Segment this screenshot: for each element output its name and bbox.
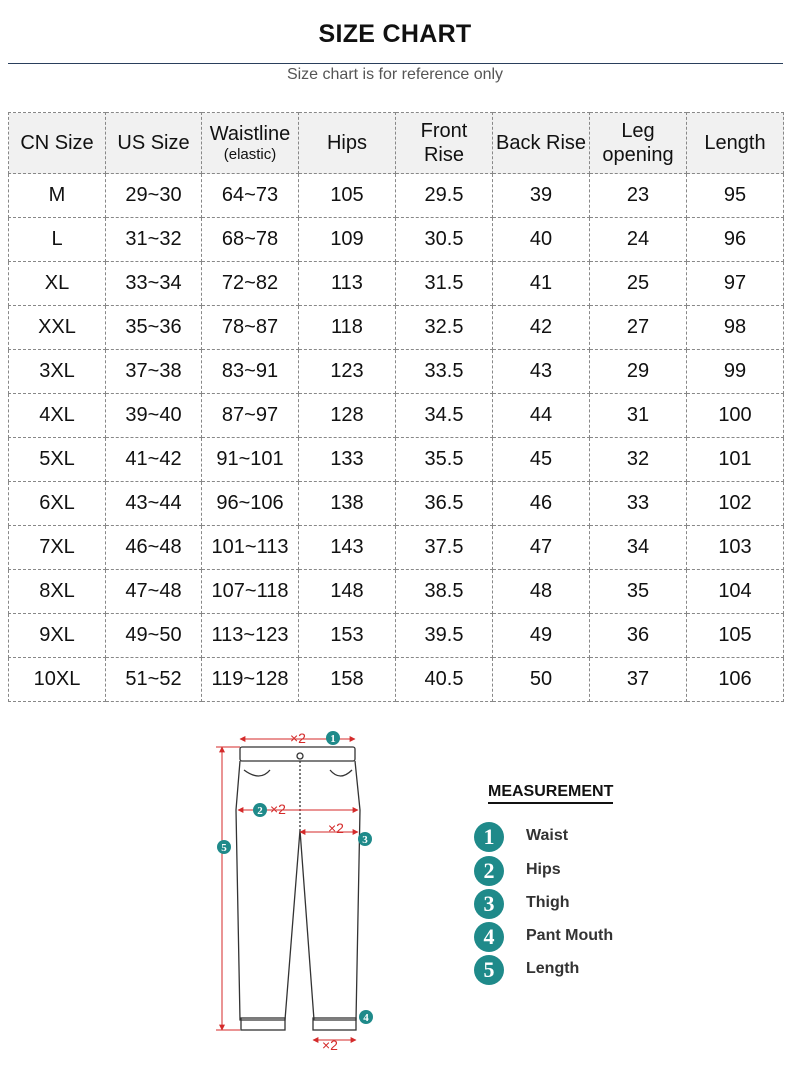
table-cell: 29 bbox=[590, 350, 687, 394]
table-row bbox=[9, 482, 784, 526]
table-cell: 38.5 bbox=[396, 570, 493, 614]
legend-label: Waist bbox=[526, 827, 569, 844]
pants-diagram bbox=[200, 720, 390, 1060]
table-cell: 78~87 bbox=[202, 306, 299, 350]
thigh-multiplier: ×2 bbox=[328, 820, 344, 836]
table-cell: 35~36 bbox=[106, 306, 202, 350]
column-header-sublabel: Rise bbox=[423, 144, 464, 166]
hips-multiplier: ×2 bbox=[270, 801, 286, 817]
column-header-label: US Size bbox=[117, 132, 190, 154]
table-cell: 47 bbox=[493, 526, 590, 570]
table-cell: 103 bbox=[687, 526, 784, 570]
table-cell: 49~50 bbox=[106, 614, 202, 658]
legend-number: 2 bbox=[474, 856, 504, 886]
table-cell: 46 bbox=[493, 482, 590, 526]
table-cell: 91~101 bbox=[202, 438, 299, 482]
table-cell: 39.5 bbox=[396, 614, 493, 658]
table-cell: 148 bbox=[299, 570, 396, 614]
table-cell: 72~82 bbox=[202, 262, 299, 306]
column-header-label: Hips bbox=[326, 132, 367, 154]
table-cell: 4XL bbox=[9, 394, 106, 438]
table-cell: 27 bbox=[590, 306, 687, 350]
pant-mouth-multiplier: ×2 bbox=[322, 1037, 338, 1053]
column-header bbox=[9, 113, 106, 174]
table-cell: 109 bbox=[299, 218, 396, 262]
column-header bbox=[493, 113, 590, 174]
table-cell: 101 bbox=[687, 438, 784, 482]
legend-item-length bbox=[474, 955, 674, 985]
table-cell: 104 bbox=[687, 570, 784, 614]
column-header bbox=[299, 113, 396, 174]
table-cell: 105 bbox=[299, 174, 396, 218]
table-cell: 113 bbox=[299, 262, 396, 306]
table-cell: 133 bbox=[299, 438, 396, 482]
table-cell: 8XL bbox=[9, 570, 106, 614]
table-cell: 49 bbox=[493, 614, 590, 658]
table-cell: 33~34 bbox=[106, 262, 202, 306]
table-cell: 43 bbox=[493, 350, 590, 394]
subtitle: Size chart is for reference only bbox=[286, 66, 504, 83]
column-header bbox=[687, 113, 784, 174]
table-cell: 37~38 bbox=[106, 350, 202, 394]
table-cell: 40 bbox=[493, 218, 590, 262]
table-cell: 96 bbox=[687, 218, 784, 262]
table-cell: L bbox=[9, 218, 106, 262]
table-cell: 97 bbox=[687, 262, 784, 306]
table-row bbox=[9, 306, 784, 350]
table-cell: 118 bbox=[299, 306, 396, 350]
table-cell: 33.5 bbox=[396, 350, 493, 394]
marker-5: 5 bbox=[221, 842, 227, 854]
table-cell: 36.5 bbox=[396, 482, 493, 526]
table-cell: 10XL bbox=[9, 658, 106, 702]
table-cell: 39 bbox=[493, 174, 590, 218]
table-cell: 113~123 bbox=[202, 614, 299, 658]
table-cell: 68~78 bbox=[202, 218, 299, 262]
legend-item-pant-mouth bbox=[474, 922, 674, 952]
column-header-sublabel: opening bbox=[602, 144, 674, 166]
table-cell: 37 bbox=[590, 658, 687, 702]
table-row bbox=[9, 570, 784, 614]
marker-2: 2 bbox=[257, 805, 263, 817]
table-cell: 153 bbox=[299, 614, 396, 658]
legend-item-hips bbox=[474, 856, 674, 886]
table-cell: 36 bbox=[590, 614, 687, 658]
table-cell: 37.5 bbox=[396, 526, 493, 570]
column-header bbox=[590, 113, 687, 174]
table-cell: 30.5 bbox=[396, 218, 493, 262]
table-cell: 98 bbox=[687, 306, 784, 350]
column-header-label: CN Size bbox=[20, 132, 94, 154]
table-row bbox=[9, 526, 784, 570]
table-cell: 31~32 bbox=[106, 218, 202, 262]
legend-label: Thigh bbox=[526, 894, 570, 911]
marker-3: 3 bbox=[362, 834, 368, 846]
title-divider bbox=[8, 63, 783, 64]
legend-label: Length bbox=[526, 960, 580, 977]
table-cell: 158 bbox=[299, 658, 396, 702]
table-cell: 102 bbox=[687, 482, 784, 526]
table-cell: 45 bbox=[493, 438, 590, 482]
table-cell: 41~42 bbox=[106, 438, 202, 482]
table-cell: 24 bbox=[590, 218, 687, 262]
table-cell: XL bbox=[9, 262, 106, 306]
table-cell: 35 bbox=[590, 570, 687, 614]
table-row bbox=[9, 262, 784, 306]
table-row bbox=[9, 658, 784, 702]
size-table bbox=[8, 112, 784, 702]
table-cell: XXL bbox=[9, 306, 106, 350]
table-row bbox=[9, 394, 784, 438]
table-cell: 95 bbox=[687, 174, 784, 218]
table-cell: 51~52 bbox=[106, 658, 202, 702]
column-header bbox=[396, 113, 493, 174]
table-row bbox=[9, 350, 784, 394]
table-cell: 44 bbox=[493, 394, 590, 438]
marker-1: 1 bbox=[330, 733, 336, 745]
column-header bbox=[202, 113, 299, 174]
table-cell: 5XL bbox=[9, 438, 106, 482]
measurement-title: MEASUREMENT bbox=[488, 783, 613, 804]
marker-4: 4 bbox=[363, 1012, 369, 1024]
table-cell: 3XL bbox=[9, 350, 106, 394]
table-cell: 96~106 bbox=[202, 482, 299, 526]
legend-number: 1 bbox=[474, 822, 504, 852]
column-header-label: Waistline bbox=[209, 123, 291, 145]
table-row bbox=[9, 438, 784, 482]
column-header-label: Front bbox=[420, 120, 468, 142]
legend-label: Pant Mouth bbox=[526, 927, 614, 944]
table-cell: 41 bbox=[493, 262, 590, 306]
table-cell: 23 bbox=[590, 174, 687, 218]
table-cell: 100 bbox=[687, 394, 784, 438]
legend-item-thigh bbox=[474, 889, 674, 919]
table-cell: 99 bbox=[687, 350, 784, 394]
table-cell: 48 bbox=[493, 570, 590, 614]
waist-multiplier: ×2 bbox=[290, 730, 306, 746]
table-cell: 34.5 bbox=[396, 394, 493, 438]
table-cell: M bbox=[9, 174, 106, 218]
table-cell: 119~128 bbox=[202, 658, 299, 702]
table-row bbox=[9, 174, 784, 218]
table-cell: 31 bbox=[590, 394, 687, 438]
legend-number: 5 bbox=[474, 955, 504, 985]
table-row bbox=[9, 218, 784, 262]
table-cell: 123 bbox=[299, 350, 396, 394]
table-cell: 39~40 bbox=[106, 394, 202, 438]
table-cell: 32 bbox=[590, 438, 687, 482]
table-cell: 40.5 bbox=[396, 658, 493, 702]
table-cell: 105 bbox=[687, 614, 784, 658]
table-cell: 6XL bbox=[9, 482, 106, 526]
table-cell: 43~44 bbox=[106, 482, 202, 526]
table-cell: 7XL bbox=[9, 526, 106, 570]
table-cell: 128 bbox=[299, 394, 396, 438]
pants-outline bbox=[236, 747, 360, 1030]
table-cell: 33 bbox=[590, 482, 687, 526]
column-header-label: Leg bbox=[621, 120, 655, 142]
legend-label: Hips bbox=[526, 861, 561, 878]
table-cell: 143 bbox=[299, 526, 396, 570]
table-cell: 9XL bbox=[9, 614, 106, 658]
table-cell: 29~30 bbox=[106, 174, 202, 218]
page-title: SIZE CHART bbox=[318, 20, 472, 48]
table-cell: 106 bbox=[687, 658, 784, 702]
table-cell: 42 bbox=[493, 306, 590, 350]
table-cell: 50 bbox=[493, 658, 590, 702]
table-cell: 64~73 bbox=[202, 174, 299, 218]
table-cell: 29.5 bbox=[396, 174, 493, 218]
table-cell: 47~48 bbox=[106, 570, 202, 614]
column-header-label: Length bbox=[704, 132, 766, 154]
legend-item-waist bbox=[474, 822, 674, 852]
table-header-row bbox=[9, 113, 784, 174]
table-row bbox=[9, 614, 784, 658]
legend-number: 3 bbox=[474, 889, 504, 919]
table-cell: 107~118 bbox=[202, 570, 299, 614]
table-cell: 138 bbox=[299, 482, 396, 526]
column-header-label: Back Rise bbox=[495, 132, 587, 154]
table-cell: 83~91 bbox=[202, 350, 299, 394]
table-body bbox=[9, 174, 784, 702]
table-cell: 101~113 bbox=[202, 526, 299, 570]
table-cell: 46~48 bbox=[106, 526, 202, 570]
table-cell: 32.5 bbox=[396, 306, 493, 350]
table-cell: 25 bbox=[590, 262, 687, 306]
column-header-sublabel: (elastic) bbox=[223, 146, 277, 163]
table-cell: 87~97 bbox=[202, 394, 299, 438]
table-cell: 34 bbox=[590, 526, 687, 570]
column-header bbox=[106, 113, 202, 174]
table-cell: 35.5 bbox=[396, 438, 493, 482]
table-cell: 31.5 bbox=[396, 262, 493, 306]
legend-number: 4 bbox=[474, 922, 504, 952]
